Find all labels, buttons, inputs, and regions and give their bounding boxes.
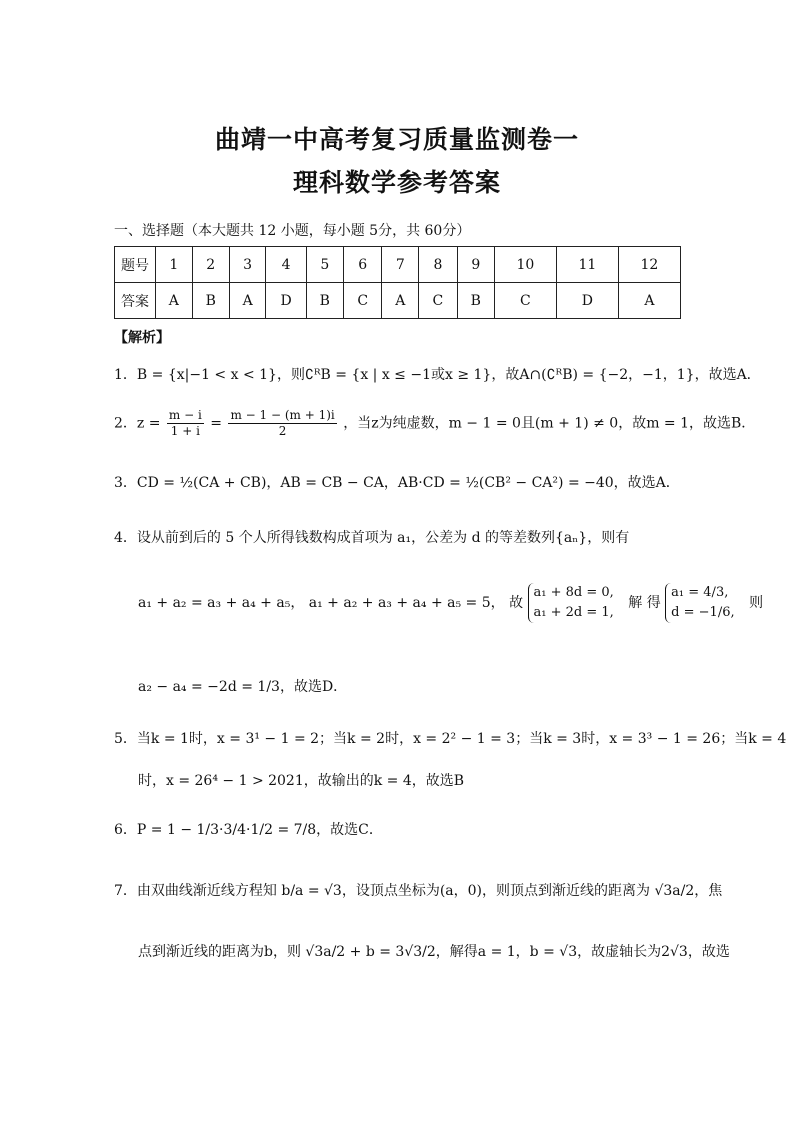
q4-system-1-eq-a: a₁ + 8d = 0, [533, 585, 614, 600]
solution-q7-line1: 7．由双曲线渐近线方程知 b/a = √3，设顶点坐标为(a，0)，则顶点到渐近线的距离为 √3a/2，焦 [114, 883, 723, 899]
q2-frac2-numerator: m − 1 − (m + 1)i [230, 408, 335, 422]
row-label-number: 题号 [115, 247, 156, 283]
answer-cell: D [556, 283, 618, 319]
answer-cell: C [419, 283, 458, 319]
answer-table-answer-row [115, 283, 681, 319]
analysis-heading: 【解析】 [114, 330, 170, 346]
q2-equals: = [210, 415, 223, 432]
q2-fraction-1 [167, 408, 204, 439]
question-number-cell: 9 [457, 247, 494, 283]
question-number-cell: 10 [494, 247, 556, 283]
question-number-cell: 1 [156, 247, 193, 283]
q2-frac1-denominator: 1 + i [170, 424, 200, 438]
q2-prefix: 2．z = [114, 415, 161, 432]
question-number-cell: 11 [556, 247, 618, 283]
q4-solve-label: 解 得 [628, 595, 661, 611]
q4-system-2-eq-b: d = −1/6, [671, 605, 735, 620]
solution-q3: 3．CD = ½(CA + CB)，AB = CB − CA，AB·CD = ½(CB² − CA²) = −40，故选A． [114, 475, 680, 491]
document-title: 曲靖一中高考复习质量监测卷一 [214, 125, 579, 154]
question-number-cell: 4 [266, 247, 306, 283]
question-number-cell: 2 [192, 247, 229, 283]
answer-cell: D [266, 283, 306, 319]
answer-cell: A [229, 283, 266, 319]
q2-frac1-numerator: m − i [168, 408, 202, 422]
answer-cell: C [494, 283, 556, 319]
answer-table-number-row [115, 247, 681, 283]
row-label-answer: 答案 [115, 283, 156, 319]
answer-cell: A [382, 283, 419, 319]
section-heading-choice: 一、选择题（本大题共 12 小题，每小题 5分，共 60分） [114, 223, 471, 239]
q2-suffix: ，当z为纯虚数，m − 1 = 0且(m + 1) ≠ 0，故m = 1，故选B． [343, 415, 756, 432]
solution-q1: 1．B = {x|−1 < x < 1}，则∁ᴿB = {x | x ≤ −1或x ≥ 1}，故A∩(∁ᴿB) = {−2，−1，1}，故选A． [114, 367, 761, 383]
question-number-cell: 12 [618, 247, 680, 283]
q4-system-2-eq-a: a₁ = 4/3, [671, 585, 729, 600]
solution-q4-line1: 4．设从前到后的 5 个人所得钱数构成首项为 a₁，公差为 d 的等差数列{aₙ}，则有 [114, 530, 630, 546]
solution-q7-line2: 点到渐近线的距离为b，则 √3a/2 + b = 3√3/2，解得a = 1，b = √3，故虚轴长为2√3，故选 [138, 944, 730, 960]
answer-cell: C [343, 283, 382, 319]
question-number-cell: 5 [306, 247, 343, 283]
question-number-cell: 3 [229, 247, 266, 283]
answer-cell: A [618, 283, 680, 319]
document-subtitle: 理科数学参考答案 [292, 168, 501, 197]
question-number-cell: 8 [419, 247, 458, 283]
answer-cell: B [192, 283, 229, 319]
q4-then-label: 则 [749, 595, 764, 611]
solution-q4-line3: a₂ − a₄ = −2d = 1/3，故选D． [138, 679, 348, 695]
answer-table [114, 246, 681, 319]
q4-system-1 [528, 583, 614, 623]
solution-q2 [114, 408, 755, 439]
answer-cell: B [306, 283, 343, 319]
answer-cell: A [156, 283, 193, 319]
q2-frac2-denominator: 2 [278, 424, 287, 438]
solution-q6: 6．P = 1 − 1/3·3/4·1/2 = 7/8，故选C． [114, 822, 383, 838]
question-number-cell: 6 [343, 247, 382, 283]
solution-q5-line1: 5．当k = 1时，x = 3¹ − 1 = 2；当k = 2时，x = 2² − 1 = 3；当k = 3时，x = 3³ − 1 = 26；当k = 4 [114, 731, 787, 747]
q4-system-1-eq-b: a₁ + 2d = 1, [533, 605, 614, 620]
q4-system-2 [665, 583, 734, 623]
question-number-cell: 7 [382, 247, 419, 283]
solution-q5-line2: 时，x = 26⁴ − 1 > 2021，故输出的k = 4，故选B [138, 773, 465, 789]
q4-equations: a₁ + a₂ = a₃ + a₄ + a₅， a₁ + a₂ + a₃ + a₄ + a₅ = 5， 故 [138, 595, 524, 611]
solution-q4-line2 [138, 583, 763, 623]
q2-fraction-2 [228, 408, 336, 439]
answer-cell: B [457, 283, 494, 319]
